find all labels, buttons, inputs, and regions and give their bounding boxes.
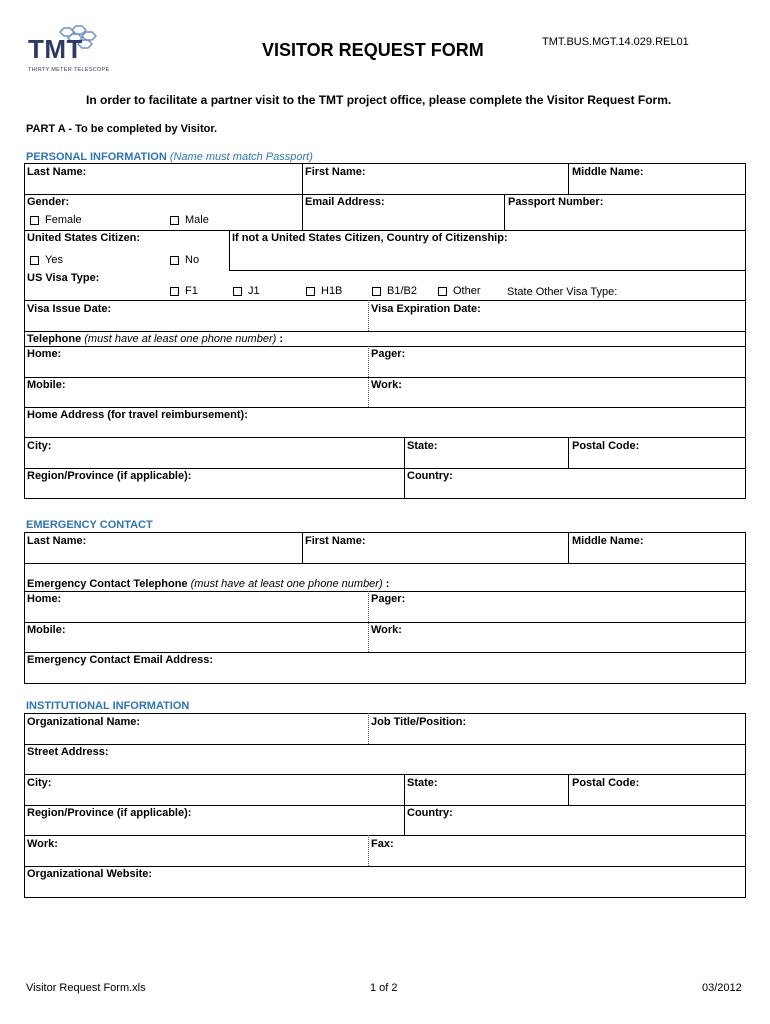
ec-work-label: Work:: [371, 624, 402, 636]
passport-label: Passport Number:: [508, 196, 604, 208]
visa-b1b2-option[interactable]: [372, 285, 417, 297]
col-divider-dotted: [368, 346, 369, 407]
inst-work-label: Work:: [27, 838, 58, 850]
state-label: State:: [407, 440, 438, 452]
personal-box-top: [24, 163, 746, 164]
visa-expiration-label: Visa Expiration Date:: [371, 303, 481, 315]
telephone-colon: :: [279, 333, 284, 345]
ec-telephone-colon: :: [382, 578, 390, 590]
ec-telephone-label: [27, 578, 389, 590]
emergency-box-bottom: [24, 683, 746, 684]
first-name-label: First Name:: [305, 166, 366, 178]
logo-subtitle: THIRTY METER TELESCOPE: [28, 67, 110, 73]
tmt-logo: [26, 22, 116, 78]
col-divider: [404, 437, 405, 498]
pager-label: Pager:: [371, 348, 406, 360]
email-label: Email Address:: [305, 196, 385, 208]
f1-label: F1: [185, 285, 198, 297]
inst-box-bottom: [24, 897, 746, 898]
us-citizen-label: United States Citizen:: [27, 232, 141, 244]
row-line: [24, 346, 746, 347]
institutional-heading: INSTITUTIONAL INFORMATION: [26, 700, 190, 712]
j1-label: J1: [248, 285, 260, 297]
row-line: [24, 805, 746, 806]
row-line: [24, 437, 746, 438]
org-name-label: Organizational Name:: [27, 716, 141, 728]
ec-telephone-text: Emergency Contact Telephone: [27, 578, 188, 590]
home-address-label: Home Address (for travel reimbursement):: [27, 409, 248, 421]
intro-text: In order to facilitate a partner visit to the TMT project office, please complete the Visitor Request Form.: [86, 93, 672, 107]
ec-email-label: Emergency Contact Email Address:: [27, 654, 214, 666]
inst-postal-label: Postal Code:: [572, 777, 640, 789]
row-line: [24, 563, 746, 564]
j1-checkbox[interactable]: [233, 287, 242, 296]
country-label: Country:: [407, 470, 453, 482]
personal-box-bottom: [24, 498, 746, 499]
ec-mobile-label: Mobile:: [27, 624, 66, 636]
col-divider: [302, 163, 303, 230]
home-phone-label: Home:: [27, 348, 62, 360]
row-line: [24, 744, 746, 745]
row-line: [24, 835, 746, 836]
citizen-no-option[interactable]: [170, 254, 199, 266]
row-line: [229, 270, 746, 271]
visa-f1-option[interactable]: [170, 285, 198, 297]
no-label: No: [185, 254, 200, 266]
row-line: [24, 230, 746, 231]
row-line: [24, 331, 746, 332]
street-address-label: Street Address:: [27, 746, 109, 758]
emergency-box-right: [745, 532, 746, 683]
inst-country-label: Country:: [407, 807, 453, 819]
mobile-label: Mobile:: [27, 379, 66, 391]
job-title-label: Job Title/Position:: [371, 716, 467, 728]
footer-filename: Visitor Request Form.xls: [26, 982, 146, 994]
emergency-box-top: [24, 532, 746, 533]
row-line: [24, 468, 746, 469]
part-a-label: PART A - To be completed by Visitor.: [26, 123, 218, 135]
emergency-heading: EMERGENCY CONTACT: [26, 519, 153, 531]
footer-page-number: 1 of 2: [370, 982, 398, 994]
row-line: [24, 652, 746, 653]
personal-info-heading: [26, 151, 313, 163]
male-label: Male: [185, 214, 209, 226]
col-divider-dotted: [368, 591, 369, 652]
visa-j1-option[interactable]: [233, 285, 260, 297]
last-name-label: Last Name:: [27, 166, 87, 178]
country-citizenship-label: If not a United States Citizen, Country of Citizenship:: [232, 232, 508, 244]
ec-last-name-label: Last Name:: [27, 535, 87, 547]
row-line: [24, 377, 746, 378]
ec-first-name-label: First Name:: [305, 535, 366, 547]
inst-state-label: State:: [407, 777, 438, 789]
inst-region-label: Region/Province (if applicable):: [27, 807, 192, 819]
inst-city-label: City:: [27, 777, 52, 789]
row-line: [24, 774, 746, 775]
row-line: [24, 407, 746, 408]
col-divider: [229, 230, 230, 270]
row-line: [24, 866, 746, 867]
col-divider: [404, 774, 405, 835]
other-label: Other: [453, 285, 481, 297]
footer-date: 03/2012: [702, 982, 742, 994]
emergency-box-left: [24, 532, 25, 683]
gender-label: Gender:: [27, 196, 70, 208]
row-line: [24, 622, 746, 623]
female-option[interactable]: [30, 214, 82, 226]
inst-fax-label: Fax:: [371, 838, 394, 850]
telephone-label: [27, 333, 283, 345]
h1b-checkbox[interactable]: [306, 287, 315, 296]
form-title: VISITOR REQUEST FORM: [262, 40, 484, 60]
row-line: [24, 194, 746, 195]
telephone-text: Telephone: [27, 333, 82, 345]
col-divider: [568, 532, 569, 563]
row-line: [24, 300, 746, 301]
ec-telephone-note: (must have at least one phone number): [190, 578, 383, 590]
col-divider-dotted: [368, 713, 369, 744]
row-line: [24, 591, 746, 592]
col-divider: [568, 437, 569, 468]
f1-checkbox[interactable]: [170, 287, 179, 296]
region-label: Region/Province (if applicable):: [27, 470, 192, 482]
female-checkbox[interactable]: [30, 216, 39, 225]
col-divider: [504, 194, 505, 230]
col-divider-dotted: [368, 300, 369, 331]
work-phone-label: Work:: [371, 379, 402, 391]
doc-code: TMT.BUS.MGT.14.029.REL01: [542, 36, 689, 48]
visa-other-option[interactable]: [438, 285, 481, 297]
visa-type-label: US Visa Type:: [27, 272, 100, 284]
visa-issue-label: Visa Issue Date:: [27, 303, 112, 315]
h1b-label: H1B: [321, 285, 343, 297]
yes-label: Yes: [45, 254, 63, 266]
personal-heading-text: PERSONAL INFORMATION: [26, 151, 167, 163]
logo-text: TMT: [28, 34, 83, 64]
male-option[interactable]: [170, 214, 209, 226]
female-label: Female: [45, 214, 82, 226]
ec-home-label: Home:: [27, 593, 62, 605]
no-checkbox[interactable]: [170, 256, 179, 265]
org-website-label: Organizational Website:: [27, 868, 153, 880]
yes-checkbox[interactable]: [30, 256, 39, 265]
telephone-note: (must have at least one phone number): [84, 333, 277, 345]
male-checkbox[interactable]: [170, 216, 179, 225]
b1b2-checkbox[interactable]: [372, 287, 381, 296]
middle-name-label: Middle Name:: [572, 166, 644, 178]
col-divider: [568, 774, 569, 805]
col-divider: [302, 532, 303, 563]
visa-h1b-option[interactable]: [306, 285, 342, 297]
inst-box-top: [24, 713, 746, 714]
city-label: City:: [27, 440, 52, 452]
postal-code-label: Postal Code:: [572, 440, 640, 452]
other-checkbox[interactable]: [438, 287, 447, 296]
ec-middle-name-label: Middle Name:: [572, 535, 644, 547]
ec-pager-label: Pager:: [371, 593, 406, 605]
col-divider: [568, 163, 569, 194]
col-divider-dotted: [368, 835, 369, 866]
state-other-visa-label: State Other Visa Type:: [507, 286, 618, 298]
citizen-yes-option[interactable]: [30, 254, 63, 266]
personal-heading-note: (Name must match Passport): [169, 151, 313, 163]
b1b2-label: B1/B2: [387, 285, 417, 297]
